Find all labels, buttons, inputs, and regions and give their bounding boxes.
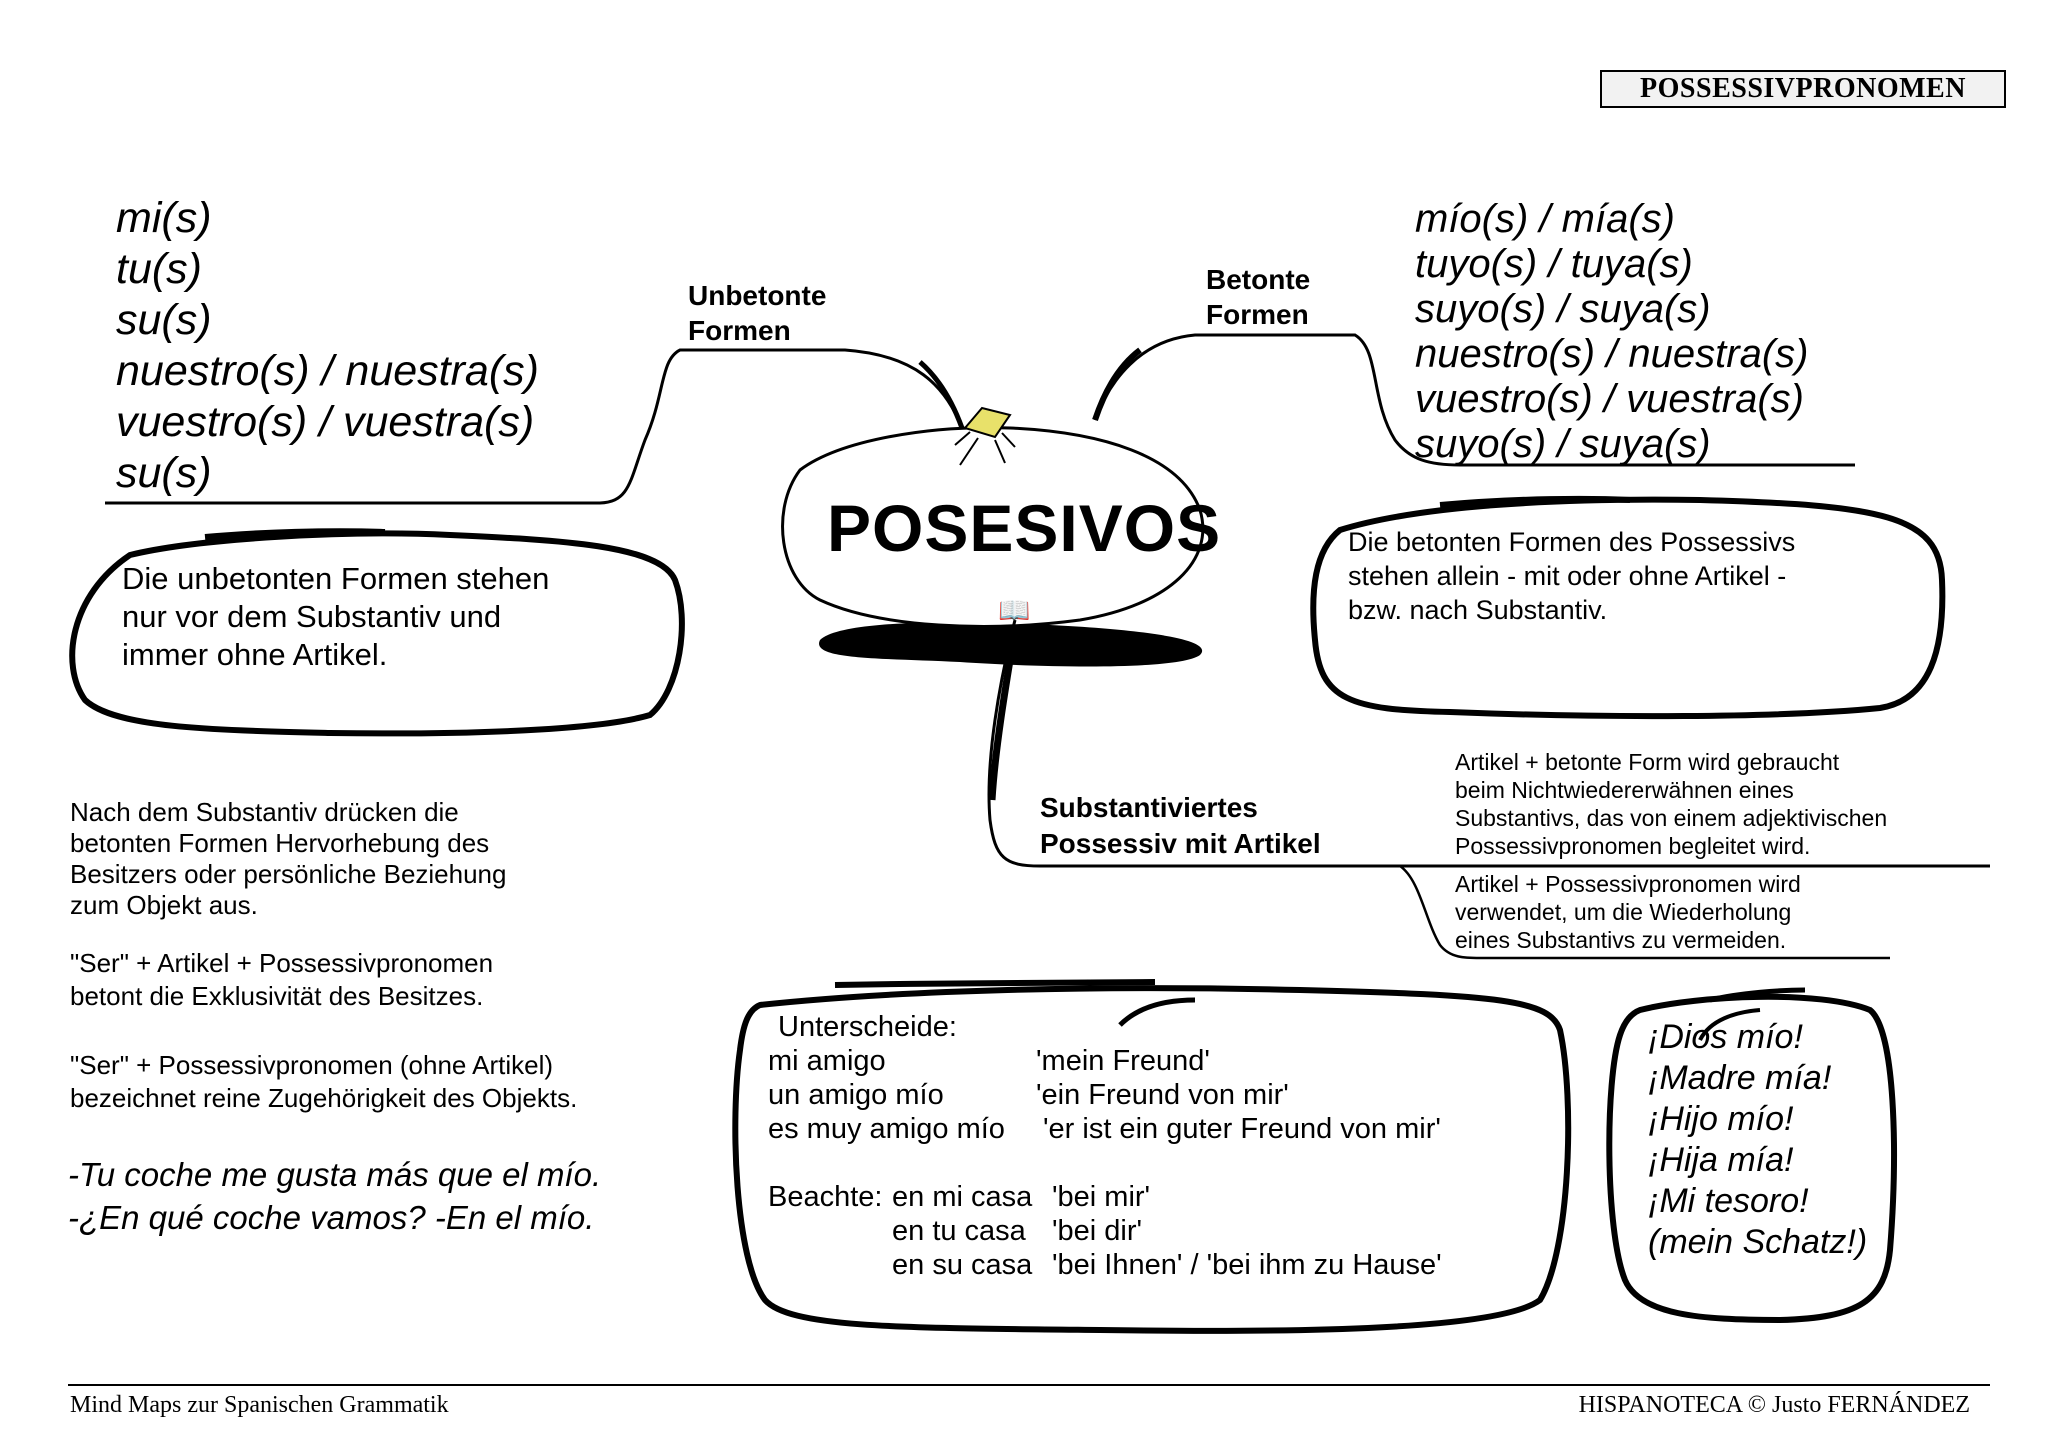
rule-substantivized-1 bbox=[1455, 748, 1887, 860]
exclamation: ¡Dios mío! bbox=[1648, 1018, 1803, 1056]
example-es: en su casa bbox=[892, 1249, 1033, 1281]
exclamation: (mein Schatz!) bbox=[1648, 1223, 1868, 1261]
rule-line: beim Nichtwiedererwähnen eines bbox=[1455, 777, 1794, 803]
exclamation: ¡Hijo mío! bbox=[1648, 1100, 1794, 1138]
distinguish-heading: Unterscheide: bbox=[778, 1011, 957, 1043]
unstressed-form: nuestro(s) / nuestra(s) bbox=[116, 347, 539, 395]
branch-label-line: Unbetonte bbox=[688, 280, 827, 311]
example-es: en tu casa bbox=[892, 1215, 1026, 1247]
example-es: en mi casa bbox=[892, 1181, 1033, 1213]
rule-line: verwendet, um die Wiederholung bbox=[1455, 899, 1792, 925]
exclamation: ¡Madre mía! bbox=[1648, 1059, 1832, 1097]
example-de: 'bei mir' bbox=[1052, 1181, 1151, 1213]
exclamation: ¡Hija mía! bbox=[1648, 1141, 1794, 1179]
note-line: "Ser" + Artikel + Possessivpronomen bbox=[70, 948, 494, 978]
note-line: stehen allein - mit oder ohne Artikel - bbox=[1348, 561, 1787, 591]
note-line: Besitzers oder persönliche Beziehung bbox=[70, 859, 507, 889]
note-after-noun bbox=[70, 797, 506, 921]
stressed-form: tuyo(s) / tuya(s) bbox=[1415, 242, 1693, 286]
example-es: mi amigo bbox=[768, 1045, 886, 1077]
note-line: betont die Exklusivität des Besitzes. bbox=[70, 981, 484, 1011]
beachte-row bbox=[768, 1248, 1442, 1282]
exclamations-list bbox=[1648, 1017, 1867, 1263]
unstressed-form: su(s) bbox=[116, 296, 212, 344]
beachte-row bbox=[768, 1180, 1442, 1214]
note-line: Die unbetonten Formen stehen bbox=[122, 561, 550, 596]
stressed-form: suyo(s) / suya(s) bbox=[1415, 422, 1711, 466]
page-title: POSSESSIVPRONOMEN bbox=[1600, 70, 2006, 108]
example-de: 'bei dir' bbox=[1052, 1215, 1143, 1247]
branch-label-line: Possessiv mit Artikel bbox=[1040, 828, 1321, 859]
branch-label-line: Formen bbox=[688, 315, 791, 346]
unstressed-forms-list bbox=[116, 193, 539, 499]
branch-label-line: Substantiviertes bbox=[1040, 792, 1258, 823]
distinguish-row bbox=[768, 1078, 1442, 1112]
rule-substantivized-2 bbox=[1455, 870, 1801, 954]
note-line: immer ohne Artikel. bbox=[122, 637, 388, 672]
note-unstressed bbox=[122, 560, 549, 674]
branch-label-line: Formen bbox=[1206, 299, 1309, 330]
stressed-form: mío(s) / mía(s) bbox=[1415, 197, 1675, 241]
stressed-form: suyo(s) / suya(s) bbox=[1415, 287, 1711, 331]
note-line: Nach dem Substantiv drücken die bbox=[70, 797, 459, 827]
example-de: 'mein Freund' bbox=[1036, 1045, 1210, 1077]
distinguish-row bbox=[768, 1044, 1442, 1078]
stressed-form: nuestro(s) / nuestra(s) bbox=[1415, 332, 1809, 376]
branch-label-line: Betonte bbox=[1206, 264, 1311, 295]
exclamation: ¡Mi tesoro! bbox=[1648, 1182, 1809, 1220]
example-es: es muy amigo mío bbox=[768, 1113, 1005, 1145]
example-sentences bbox=[68, 1153, 601, 1239]
footer-right: HISPANOTECA © Justo FERNÁNDEZ bbox=[1578, 1392, 1970, 1418]
note-ser-plain bbox=[70, 1049, 577, 1115]
example-de: 'bei Ihnen' / 'bei ihm zu Hause' bbox=[1052, 1249, 1442, 1281]
branch-label-unstressed bbox=[688, 278, 826, 348]
distinguish-block bbox=[768, 1010, 1442, 1282]
rule-line: Possessivpronomen begleitet wird. bbox=[1455, 833, 1811, 859]
example-line: -Tu coche me gusta más que el mío. bbox=[68, 1156, 602, 1193]
stressed-form: vuestro(s) / vuestra(s) bbox=[1415, 377, 1804, 421]
book-icon: 📖 bbox=[998, 595, 1031, 625]
rule-line: Artikel + betonte Form wird gebraucht bbox=[1455, 749, 1840, 775]
center-title: POSESIVOS bbox=[827, 491, 1222, 565]
stressed-forms-list bbox=[1415, 197, 1808, 467]
rule-line: eines Substantivs zu vermeiden. bbox=[1455, 927, 1787, 953]
rule-line: Substantivs, das von einem adjektivischen bbox=[1455, 805, 1888, 831]
beachte-label: Beachte: bbox=[768, 1181, 883, 1213]
footer-left: Mind Maps zur Spanischen Grammatik bbox=[70, 1392, 449, 1418]
note-line: "Ser" + Possessivpronomen (ohne Artikel) bbox=[70, 1050, 554, 1080]
distinguish-row bbox=[768, 1112, 1442, 1146]
rule-line: Artikel + Possessivpronomen wird bbox=[1455, 871, 1801, 897]
note-line: bzw. nach Substantiv. bbox=[1348, 595, 1608, 625]
example-line: -¿En qué coche vamos? -En el mío. bbox=[68, 1199, 595, 1236]
unstressed-form: mi(s) bbox=[116, 194, 212, 242]
unstressed-form: tu(s) bbox=[116, 245, 202, 293]
example-de: 'er ist ein guter Freund von mir' bbox=[1043, 1113, 1441, 1145]
branch-label-substantivized bbox=[1040, 790, 1321, 862]
note-ser-article bbox=[70, 947, 493, 1013]
example-de: 'ein Freund von mir' bbox=[1036, 1079, 1289, 1111]
note-line: zum Objekt aus. bbox=[70, 890, 258, 920]
unstressed-form: vuestro(s) / vuestra(s) bbox=[116, 398, 535, 446]
unstressed-form: su(s) bbox=[116, 449, 212, 497]
note-line: nur vor dem Substantiv und bbox=[122, 599, 502, 634]
branch-label-stressed bbox=[1206, 262, 1310, 332]
note-line: Die betonten Formen des Possessivs bbox=[1348, 527, 1796, 557]
note-line: bezeichnet reine Zugehörigkeit des Objekts. bbox=[70, 1083, 578, 1113]
note-stressed bbox=[1348, 525, 1795, 627]
beachte-row bbox=[768, 1214, 1442, 1248]
example-es: un amigo mío bbox=[768, 1079, 944, 1111]
note-line: betonten Formen Hervorhebung des bbox=[70, 828, 490, 858]
